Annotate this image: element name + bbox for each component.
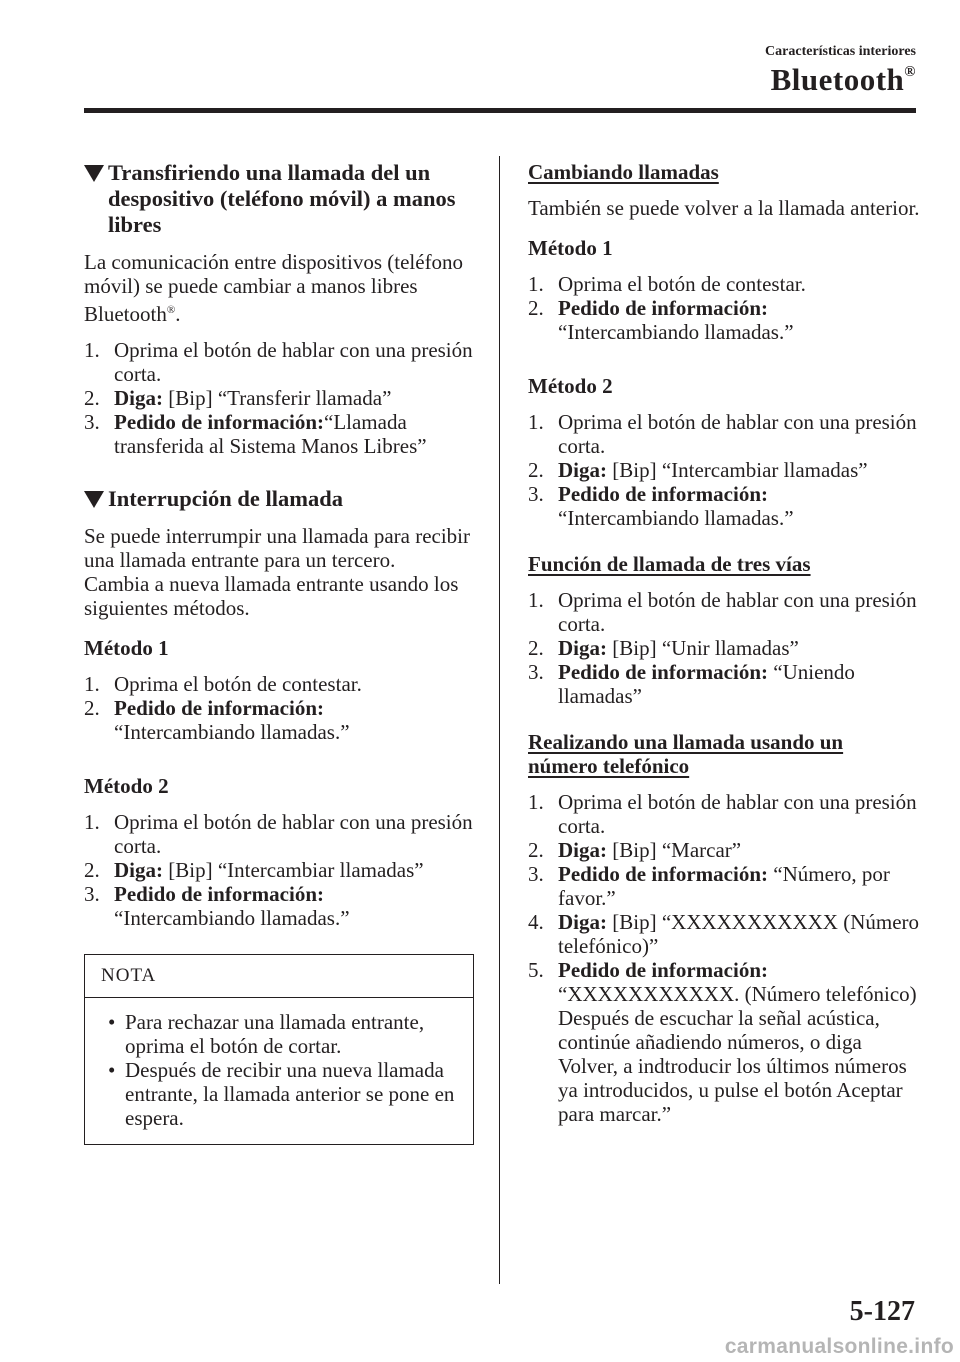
list-item [84, 386, 474, 410]
step-number: 2. [528, 296, 544, 320]
step-text: “Uniendo llamadas” [558, 660, 855, 708]
step-text: Oprima el botón de contestar. [114, 672, 362, 696]
numero-steps [528, 790, 924, 1126]
interruption-intro: Se puede interrumpir una llamada para recibir una llamada entrante para un tercero. [84, 524, 470, 572]
step-text: [Bip] “Transferir llamada” [163, 386, 392, 410]
list-item [528, 588, 924, 636]
step-text: Oprima el botón de hablar con una presión corta. [558, 588, 917, 636]
list-item [528, 296, 924, 344]
step-text: [Bip] “Intercambiar llamadas” [607, 458, 868, 482]
list-item [528, 910, 924, 958]
step-text: “Intercambiando llamadas.” [558, 320, 794, 344]
step-text: “Intercambiando llamadas.” [114, 720, 350, 744]
note-list [101, 1010, 457, 1130]
list-item [528, 482, 924, 530]
cambiando-intro: También se puede volver a la llamada anterior. [528, 196, 920, 220]
list-item [84, 338, 474, 386]
step-text: [Bip] “XXXXXXXXXXX (Número telefónico)” [558, 910, 920, 958]
note-body [85, 998, 473, 1144]
note-title: NOTA [85, 955, 473, 998]
step-label: Pedido de información: [114, 410, 324, 434]
step-label: Pedido de información: [114, 696, 324, 720]
tres-vias-steps [528, 588, 924, 708]
list-item [528, 458, 924, 482]
registered-mark: ® [166, 304, 176, 316]
interruption-intro-2: Cambia a nueva llamada entrante usando los siguientes métodos. [84, 572, 459, 620]
step-number: 1. [528, 588, 544, 612]
heading-numero: Realizando una llamada usando un número telefónico [528, 730, 844, 778]
method-2-steps [528, 410, 924, 530]
list-item [528, 862, 924, 910]
step-number: 2. [528, 458, 544, 482]
method-2-steps [84, 810, 474, 930]
note-text: Después de recibir una nueva llamada entrante, la llamada anterior se pone en espera. [125, 1058, 455, 1130]
list-item [528, 660, 924, 708]
step-label: Pedido de información: [558, 958, 768, 982]
list-item [101, 1010, 457, 1058]
left-column [84, 160, 474, 1145]
step-label: Pedido de información: [558, 296, 768, 320]
step-number: 1. [528, 790, 544, 814]
step-number: 2. [84, 858, 100, 882]
step-text: Oprima el botón de hablar con una presión corta. [558, 790, 917, 838]
step-text: [Bip] “Unir llamadas” [607, 636, 799, 660]
step-number: 1. [84, 338, 100, 362]
bullet-icon: • [108, 1010, 116, 1034]
list-item [84, 696, 474, 744]
watermark: carmanualsonline.info [724, 1335, 954, 1358]
step-number: 5. [528, 958, 544, 982]
step-number: 3. [528, 660, 544, 684]
step-number: 3. [84, 882, 100, 906]
step-number: 3. [84, 410, 100, 434]
page-number: 5-127 [849, 1296, 915, 1327]
step-number: 3. [528, 862, 544, 886]
list-item [528, 838, 924, 862]
column-divider [499, 156, 500, 1284]
step-text: Oprima el botón de hablar con una presión corta. [558, 410, 917, 458]
heading-interruption-text: Interrupción de llamada [108, 486, 344, 511]
step-number: 1. [84, 672, 100, 696]
transfer-intro-end: . [175, 302, 181, 326]
method-2-title: Método 2 [528, 374, 613, 398]
step-label: Pedido de información: [558, 660, 768, 684]
transfer-intro [84, 250, 474, 326]
list-item [101, 1058, 457, 1130]
step-text: “Número, por favor.” [558, 862, 890, 910]
step-text: Oprima el botón de hablar con una presión corta. [114, 338, 473, 386]
method-1-steps [84, 672, 474, 744]
list-item [84, 410, 474, 458]
method-1-title: Método 1 [528, 236, 613, 260]
list-item [84, 810, 474, 858]
right-column [528, 160, 924, 1126]
step-number: 3. [528, 482, 544, 506]
header-rule [84, 108, 916, 113]
page-title [771, 62, 916, 98]
step-text: Oprima el botón de contestar. [558, 272, 806, 296]
list-item [84, 858, 474, 882]
heading-transfer [84, 160, 474, 238]
transfer-steps [84, 338, 474, 458]
method-2-title: Método 2 [84, 774, 169, 798]
step-label: Diga: [558, 910, 607, 934]
step-number: 1. [528, 410, 544, 434]
list-item [528, 636, 924, 660]
step-number: 2. [528, 838, 544, 862]
heading-cambiando: Cambiando llamadas [528, 160, 719, 184]
heading-interruption [84, 486, 474, 512]
registered-mark: ® [904, 64, 916, 80]
bullet-icon: • [108, 1058, 116, 1082]
step-number: 4. [528, 910, 544, 934]
list-item [528, 790, 924, 838]
step-number: 2. [84, 386, 100, 410]
section-label: Características interiores [765, 44, 916, 59]
step-label: Diga: [114, 386, 163, 410]
list-item [528, 958, 924, 1126]
step-number: 1. [84, 810, 100, 834]
step-label: Pedido de información: [558, 862, 768, 886]
step-text: “Intercambiando llamadas.” [558, 506, 794, 530]
transfer-intro-text: La comunicación entre dispositivos (teléfono móvil) se puede cambiar a manos libres Bluetooth [84, 250, 464, 326]
heading-transfer-text: Transfiriendo una llamada del un despositivo (teléfono móvil) a manos libres [108, 160, 456, 237]
note-text: Para rechazar una llamada entrante, oprima el botón de cortar. [125, 1010, 425, 1058]
heading-tres-vias: Función de llamada de tres vías [528, 552, 811, 576]
method-1-steps [528, 272, 924, 344]
step-label: Diga: [558, 636, 607, 660]
step-text: “XXXXXXXXXXX. (Número telefónico) Después de escuchar la señal acústica, continúe añadiendo números, o diga Volver, a indtroducir los últimos números ya introducidos, u pulse el botón Aceptar para marcar.” [558, 982, 917, 1126]
step-text: [Bip] “Marcar” [607, 838, 742, 862]
step-label: Pedido de información: [114, 882, 324, 906]
list-item [528, 272, 924, 296]
triangle-down-icon [84, 165, 104, 182]
triangle-down-icon [84, 491, 104, 508]
list-item [84, 672, 474, 696]
step-text: Oprima el botón de hablar con una presión corta. [114, 810, 473, 858]
step-label: Diga: [114, 858, 163, 882]
step-label: Diga: [558, 458, 607, 482]
step-text: “Llamada transferida al Sistema Manos Libres” [114, 410, 427, 458]
list-item [84, 882, 474, 930]
step-text: [Bip] “Intercambiar llamadas” [163, 858, 424, 882]
step-number: 2. [528, 636, 544, 660]
step-label: Diga: [558, 838, 607, 862]
list-item [528, 410, 924, 458]
step-number: 2. [84, 696, 100, 720]
page-title-text: Bluetooth [770, 62, 905, 97]
step-number: 1. [528, 272, 544, 296]
method-1-title: Método 1 [84, 636, 169, 660]
step-label: Pedido de información: [558, 482, 768, 506]
step-text: “Intercambiando llamadas.” [114, 906, 350, 930]
note-box [84, 954, 474, 1145]
